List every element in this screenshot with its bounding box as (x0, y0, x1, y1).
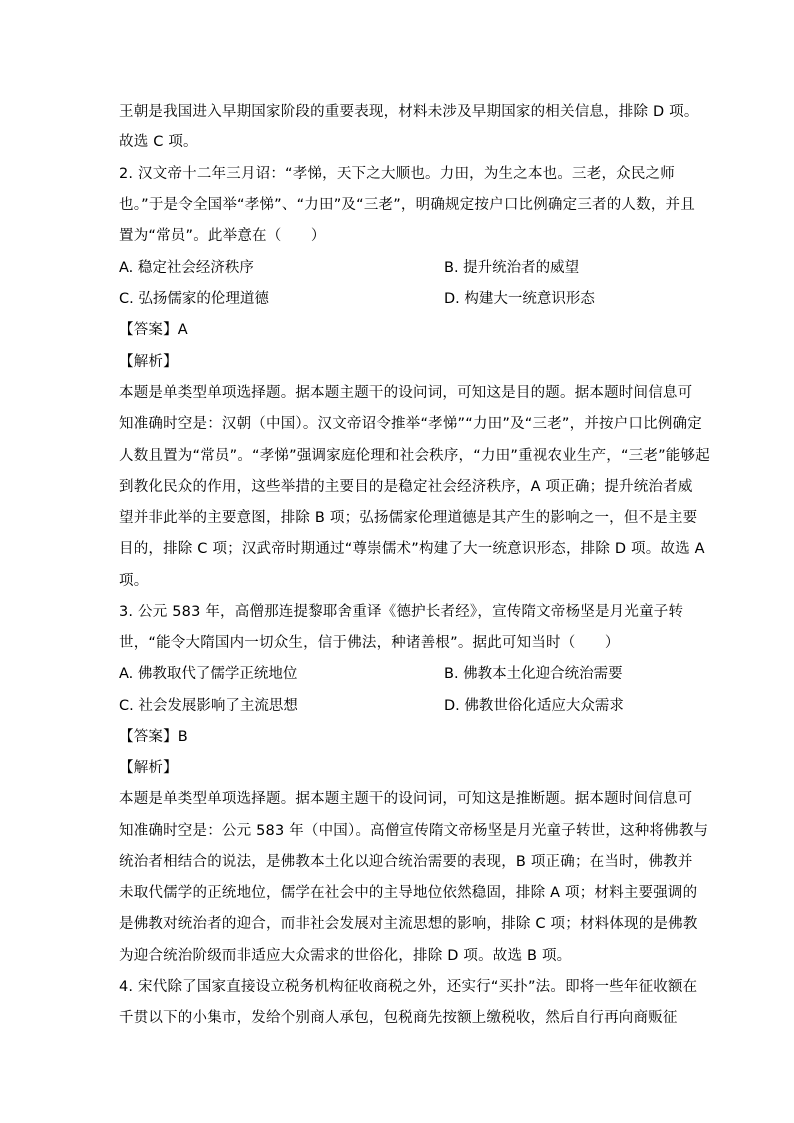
q2-analysis-line-2: 知准确时空是：汉朝（中国）。汉文帝诏令推举“孝悌”“力田”及“三老”，并按户口比例确定 (119, 416, 702, 432)
q2-stem-line-3: 置为“常员”。此举意在（ ） (119, 228, 326, 244)
q2-analysis-line-1: 本题是单类型单项选择题。据本题主题干的设问词，可知这是目的题。据本题时间信息可 (119, 385, 693, 401)
q3-analysis-line-1: 本题是单类型单项选择题。据本题主题干的设问词，可知这是推断题。据本题时间信息可 (119, 791, 693, 807)
q2-analysis-label: 【解析】 (119, 354, 178, 370)
q2-option-d: D. 构建大一统意识形态 (444, 291, 595, 307)
intro-line-1: 王朝是我国进入早期国家阶段的重要表现，材料未涉及早期国家的相关信息，排除 D 项。 (119, 104, 699, 120)
q3-analysis-line-2: 知准确时空是：公元 583 年（中国）。高僧宣传隋文帝杨坚是月光童子转世，这种将佛教与 (119, 823, 709, 839)
q3-option-d: D. 佛教世俗化适应大众需求 (444, 698, 624, 714)
q3-analysis-label: 【解析】 (119, 760, 178, 776)
q3-stem-line-1: 3. 公元 583 年，高僧那连提黎耶舍重译《德护长者经》，宣传隋文帝杨坚是月光童子转 (119, 604, 684, 620)
q2-option-b: B. 提升统治者的威望 (444, 260, 580, 276)
q3-analysis-line-5: 是佛教对统治者的迎合，而非社会发展对主流思想的影响，排除 C 项；材料体现的是佛教 (119, 916, 698, 932)
q2-analysis-line-3: 人数且置为“常员”。“孝悌”强调家庭伦理和社会秩序，“力田”重视农业生产，“三老”能够起 (119, 448, 710, 464)
q3-option-a: A. 佛教取代了儒学正统地位 (119, 666, 298, 682)
q3-analysis-line-6: 为迎合统治阶级而非适应大众需求的世俗化，排除 D 项。故选 B 项。 (119, 948, 572, 964)
q2-stem-line-2: 也。”于是令全国举“孝悌”、“力田”及“三老”，明确规定按户口比例确定三者的人数，并且 (119, 197, 695, 213)
q3-option-b: B. 佛教本土化迎合统治需要 (444, 666, 623, 682)
q3-analysis-line-4: 未取代儒学的正统地位，儒学在社会中的主导地位依然稳固，排除 A 项；材料主要强调的 (119, 885, 698, 901)
q2-analysis-line-4: 到教化民众的作用，这些举措的主要目的是稳定社会经济秩序，A 项正确；提升统治者威 (119, 479, 693, 495)
q2-answer: 【答案】A (119, 322, 188, 338)
q2-option-a: A. 稳定社会经济秩序 (119, 260, 254, 276)
q2-analysis-line-5: 望并非此举的主要意图，排除 B 项；弘扬儒家伦理道德是其产生的影响之一，但不是主要 (119, 510, 698, 526)
q2-analysis-line-7: 项。 (119, 573, 149, 589)
q3-stem-line-2: 世，“能令大隋国内一切众生，信于佛法，种诸善根”。据此可知当时（ ） (119, 635, 620, 651)
q2-stem-line-1: 2. 汉文帝十二年三月诏：“孝悌，天下之大顺也。力田，为生之本也。三老，众民之师 (119, 166, 675, 182)
q3-option-c: C. 社会发展影响了主流思想 (119, 698, 298, 714)
q4-stem-line-1: 4. 宋代除了国家直接设立税务机构征收商税之外，还实行“买扑”法。即将一些年征收额在 (119, 979, 698, 995)
q2-analysis-line-6: 目的，排除 C 项；汉武帝时期通过“尊崇儒术”构建了大一统意识形态，排除 D 项。故选 A (119, 541, 705, 557)
intro-line-2: 故选 C 项。 (119, 134, 198, 150)
q4-stem-line-2: 千贯以下的小集市，发给个别商人承包，包税商先按额上缴税收，然后自行再向商贩征 (119, 1010, 678, 1026)
q3-analysis-line-3: 统治者相结合的说法，是佛教本土化以迎合统治需要的表现，B 项正确；在当时，佛教并 (119, 854, 693, 870)
q2-option-c: C. 弘扬儒家的伦理道德 (119, 291, 269, 307)
q3-answer: 【答案】B (119, 729, 188, 745)
